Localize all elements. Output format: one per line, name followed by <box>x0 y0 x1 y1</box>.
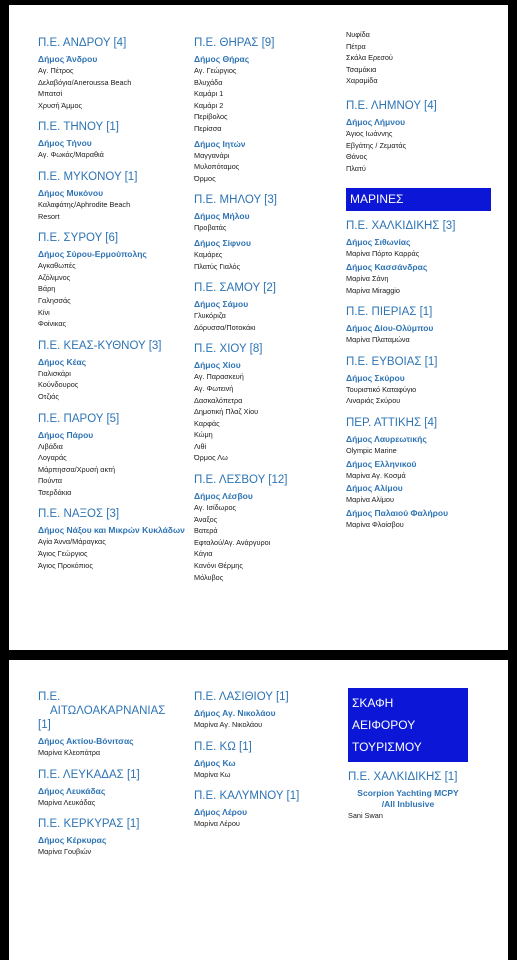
region-section <box>194 193 334 272</box>
list-item: Μαγγανάρι <box>194 150 230 160</box>
municipality-name: Δήμος Αλίμου <box>346 483 403 494</box>
section-heading: Π.Ε. ΕΥΒΟΙΑΣ [1] <box>346 355 438 368</box>
list-item: Μαρίνα Γουβιών <box>38 847 92 857</box>
list-item: Εβγάτης / Ζεματάς <box>346 140 407 150</box>
list-item: Αγία Άννα/Μάραγκας <box>38 537 106 547</box>
list-item: Άγιος Ιωάννης <box>346 128 393 138</box>
list-item: Κώμη <box>194 430 213 440</box>
list-item: Γλυκόριζα <box>194 311 226 321</box>
list-item: Τσαμάκια <box>346 64 377 74</box>
region-section <box>194 789 339 830</box>
municipality-name: Δήμος Παλαιού Φαλήρου <box>346 507 449 518</box>
list-item: Μαρίνα Λέρου <box>194 819 240 829</box>
municipality-name: /All Inblusive <box>381 799 435 809</box>
list-item: Θάνος <box>346 152 368 162</box>
section-heading: Π.Ε. ΘΗΡΑΣ [9] <box>194 37 275 49</box>
list-item: Περίβολος <box>194 112 228 122</box>
municipality-name: Δήμος Σιθωνίας <box>346 237 411 248</box>
municipality-name: Δήμος Λήμνου <box>346 116 406 127</box>
municipality-name: Δήμος Λέσβου <box>194 491 253 502</box>
list-item: Μαρίνα Κλεοπάτρα <box>38 748 101 757</box>
list-item: Αγ. Πέτρος <box>38 66 74 75</box>
document-page-1 <box>9 5 508 650</box>
list-item: Μαρίνα Αγ. Νικολάου <box>194 720 263 729</box>
municipality-name: Δήμος Χίου <box>194 360 241 371</box>
list-item: Όρμος Λω <box>194 453 228 463</box>
region-section <box>38 36 188 111</box>
list-item: Μαρίνα Πόρτο Καρράς <box>346 249 420 259</box>
lesvos-continuation-list <box>346 29 491 87</box>
sustainable-tourism-vessels-banner <box>348 688 468 762</box>
section-heading: Π.Ε. ΠΑΡΟΥ [5] <box>38 412 120 425</box>
list-item: Τσερδάκια <box>38 487 72 497</box>
municipality-name: Δήμος Σύρου-Ερμούπολης <box>38 249 147 260</box>
list-item: Μυλοπόταμος <box>194 162 240 172</box>
municipality-name: Δήμος Λευκάδας <box>38 785 106 796</box>
banner-line: ΤΟΥΡΙΣΜΟΥ <box>352 740 422 754</box>
list-item: Πλατύς Γιαλός <box>194 261 241 271</box>
region-section <box>194 740 339 781</box>
region-section <box>38 768 188 809</box>
region-section <box>38 339 188 403</box>
municipality-name: Δήμος Λαυρεωτικής <box>346 433 427 444</box>
municipality-name: Δήμος Σκύρου <box>346 372 405 383</box>
section-heading: Π.Ε. ΣΑΜΟΥ [2] <box>194 282 276 295</box>
list-item: Λιθί <box>194 441 207 451</box>
section-heading: Π.Ε. ΧΙΟΥ [8] <box>194 343 263 356</box>
region-section <box>38 170 188 222</box>
list-item: Εφταλού/Αγ. Ανάργυροι <box>194 537 271 547</box>
region-section <box>194 342 334 464</box>
region-section <box>194 690 339 731</box>
page2-column-1 <box>38 690 188 858</box>
list-item: Βατερά <box>194 526 218 536</box>
list-item: Μάρπησσα/Χρυσή ακτή <box>38 464 116 474</box>
list-item: Μόλυβος <box>194 572 224 582</box>
list-item: Λογαράς <box>38 453 67 463</box>
section-heading: Π.Ε. ΚΑΛΥΜΝΟΥ [1] <box>194 790 300 803</box>
list-item: Olympic Marine <box>346 445 397 455</box>
list-item: Sani Swan <box>348 811 383 820</box>
list-item: Σκάλα Ερεσού <box>346 53 393 63</box>
section-heading: Π.Ε. ΚΕΡΚΥΡΑΣ [1] <box>38 818 140 831</box>
section-heading: ΠΕΡ. ΑΤΤΙΚΗΣ [4] <box>346 416 438 429</box>
list-item: Μαρίνα Σάνη <box>346 273 389 283</box>
list-item: Περίσσα <box>194 123 222 133</box>
list-item: Αγ. Φωκάς/Μαραθιά <box>38 150 104 160</box>
region-section <box>346 305 491 346</box>
section-heading: Π.Ε. <box>38 691 61 703</box>
aitoloakarnania-section <box>38 690 188 759</box>
municipality-name: Δήμος Ελληνικού <box>346 458 417 469</box>
list-item: Δασκαλόπετρα <box>194 395 243 405</box>
list-item: Δελαβόγια/Aneroussa Beach <box>38 77 132 87</box>
page2-column-1-rest <box>38 768 188 858</box>
municipality-name: Δήμος Κασσάνδρας <box>346 261 428 272</box>
municipality-name: Δήμος Άνδρου <box>38 54 98 64</box>
document-page-2 <box>9 660 508 960</box>
region-section <box>346 355 491 407</box>
page2-column-2 <box>194 690 339 830</box>
list-item: Γαλησσάς <box>38 295 71 305</box>
section-heading: Π.Ε. ΚΩ [1] <box>194 740 252 753</box>
list-item: Κούνδουρος <box>38 380 79 390</box>
section-heading: Π.Ε. ΑΝΔΡΟΥ [4] <box>38 37 127 49</box>
municipality-name: Δήμος Ακτίου-Βόνιτσας <box>38 736 134 746</box>
municipality-name: Δήμος Λέρου <box>194 807 248 818</box>
list-item: Μαρίνα Miraggio <box>346 285 400 295</box>
list-item: Αγ. Ισίδωρος <box>194 503 237 513</box>
municipality-name: Δήμος Θήρας <box>194 54 250 64</box>
list-item: Φοίνικας <box>38 319 67 329</box>
list-item: Καμάρι 1 <box>194 89 224 99</box>
section-heading: Π.Ε. ΚΕΑΣ-ΚΥΘΝΟΥ [3] <box>38 339 162 352</box>
list-item: Resort <box>38 211 60 221</box>
list-item: Γιαλισκάρι <box>38 368 71 378</box>
section-heading: Π.Ε. ΜΥΚΟΝΟΥ [1] <box>38 170 138 183</box>
list-item: Βλυχάδα <box>194 77 223 87</box>
region-section <box>346 416 491 530</box>
list-item: Καμάρι 2 <box>194 100 224 110</box>
region-section <box>194 281 334 333</box>
list-item: Μαρίνα Λευκάδας <box>38 797 96 807</box>
municipality-name: Δήμος Αγ. Νικολάου <box>194 708 276 718</box>
list-item: Τουριστικό Καταφύγιο <box>346 384 417 394</box>
section-heading: Π.Ε. ΝΑΞΟΣ [3] <box>38 508 120 521</box>
region-section <box>38 412 188 499</box>
section-heading: Π.Ε. ΠΙΕΡΙΑΣ [1] <box>346 306 433 319</box>
list-item: Αζόλιμνος <box>38 272 71 282</box>
municipality-name: Δήμος Κέας <box>38 356 87 367</box>
section-heading: Π.Ε. ΤΗΝΟΥ [1] <box>38 121 120 134</box>
section-heading: Π.Ε. ΧΑΛΚΙΔΙΚΗΣ [1] <box>348 771 458 783</box>
list-item: Όρμος <box>194 173 216 183</box>
section-heading: Π.Ε. ΧΑΛΚΙΔΙΚΗΣ [3] <box>346 220 456 233</box>
list-item: Κίνι <box>38 307 50 317</box>
municipality-name: Δήμος Πάρου <box>38 429 94 440</box>
list-item: Νυφίδα <box>346 30 370 39</box>
list-item: Καρφάς <box>194 418 220 428</box>
municipality-name: Δήμος Μυκόνου <box>38 187 104 198</box>
page1-column-2 <box>194 36 334 583</box>
municipality-name: Δήμος Τήνου <box>38 138 92 149</box>
section-heading: Π.Ε. ΜΗΛΟΥ [3] <box>194 194 277 207</box>
list-item: Αγ. Φωτεινή <box>194 383 234 393</box>
list-item: Άγιος Προκόπιος <box>38 560 93 570</box>
list-item: Μαρίνα Αλίμου <box>346 495 394 505</box>
region-section <box>38 120 188 161</box>
list-item: Μαρίνα Αγ. Κοσμά <box>346 470 406 480</box>
municipality-name: Δήμος Μήλου <box>194 211 250 222</box>
list-item: Άναξος <box>194 514 218 524</box>
region-section <box>194 36 334 184</box>
municipality-name: Δήμος Σίφνου <box>194 237 251 248</box>
region-section <box>38 231 188 330</box>
list-item: Αγ. Παρασκευή <box>194 372 244 382</box>
list-item: Βάρη <box>38 284 56 294</box>
section-heading: [1] <box>38 719 51 731</box>
page1-column-1 <box>38 36 188 571</box>
page2-column-3 <box>348 688 498 822</box>
municipality-name: Δήμος Κω <box>194 757 236 768</box>
municipality-name: Δήμος Ιητών <box>194 138 246 149</box>
section-heading: Π.Ε. ΛΗΜΝΟΥ [4] <box>346 99 437 112</box>
municipality-name: Scorpion Yachting MCPY <box>357 788 459 798</box>
marinas-banner: ΜΑΡΙΝΕΣ <box>346 188 491 211</box>
municipality-name: Δήμος Νάξου και Μικρών Κυκλάδων <box>38 525 185 536</box>
list-item: Δημοτική Πλαζ Χίου <box>194 407 259 417</box>
list-item: Άγιος Γεώργιος <box>38 549 88 559</box>
list-item: Δόρυσσα/Ποτοκάκι <box>194 322 256 332</box>
region-section <box>346 219 491 296</box>
list-item: Χαραμίδα <box>346 76 378 86</box>
section-heading: ΑΙΤΩΛΟΑΚΑΡΝΑΝΙΑΣ <box>50 705 166 717</box>
banner-line: ΣΚΑΦΗ <box>352 696 394 710</box>
list-item: Μαρίνα Πλαταμώνα <box>346 335 410 345</box>
list-item: Πλατύ <box>346 163 366 173</box>
section-heading: Π.Ε. ΛΕΥΚΑΔΑΣ [1] <box>38 768 140 781</box>
municipality-name: Δήμος Κέρκυρας <box>38 835 107 846</box>
list-item: Λιναριάς Σκύρου <box>346 396 401 406</box>
list-item: Μπατσί <box>38 89 63 99</box>
region-section <box>194 473 334 583</box>
section-heading: Π.Ε. ΛΑΣΙΘΙΟΥ [1] <box>194 691 289 703</box>
list-item: Οτζιάς <box>38 391 59 401</box>
section-heading: Π.Ε. ΛΕΣΒΟΥ [12] <box>194 474 288 487</box>
list-item: Λιβάδια <box>38 441 63 451</box>
list-item: Καμάρες <box>194 249 223 259</box>
page1-column-3 <box>346 29 491 530</box>
municipality-name: Δήμος Δίου-Ολύμπου <box>346 323 434 334</box>
banner-line: ΑΕΙΦΟΡΟΥ <box>352 718 416 732</box>
section-heading: Π.Ε. ΣΥΡΟΥ [6] <box>38 232 119 245</box>
list-item: Κάγια <box>194 549 213 559</box>
list-item: Κανόνι Θέρμης <box>194 561 243 571</box>
list-item: Μαρίνα Φλοίσβου <box>346 519 404 529</box>
list-item: Προβατάς <box>194 223 227 233</box>
region-section <box>38 817 188 858</box>
list-item: Χρυσή Άμμος <box>38 100 83 110</box>
list-item: Αγκαθωπές <box>38 261 76 271</box>
list-item: Μαρίνα Κω <box>194 769 231 779</box>
limnos-section <box>346 99 491 174</box>
region-section <box>38 507 188 571</box>
list-item: Πέτρα <box>346 41 366 51</box>
list-item: Καλαφάτης/Aphrodite Beach <box>38 199 131 209</box>
municipality-name: Δήμος Σάμου <box>194 299 249 310</box>
list-item: Πούντα <box>38 476 62 486</box>
list-item: Αγ. Γεώργιος <box>194 66 237 75</box>
marinas-list <box>346 219 491 530</box>
